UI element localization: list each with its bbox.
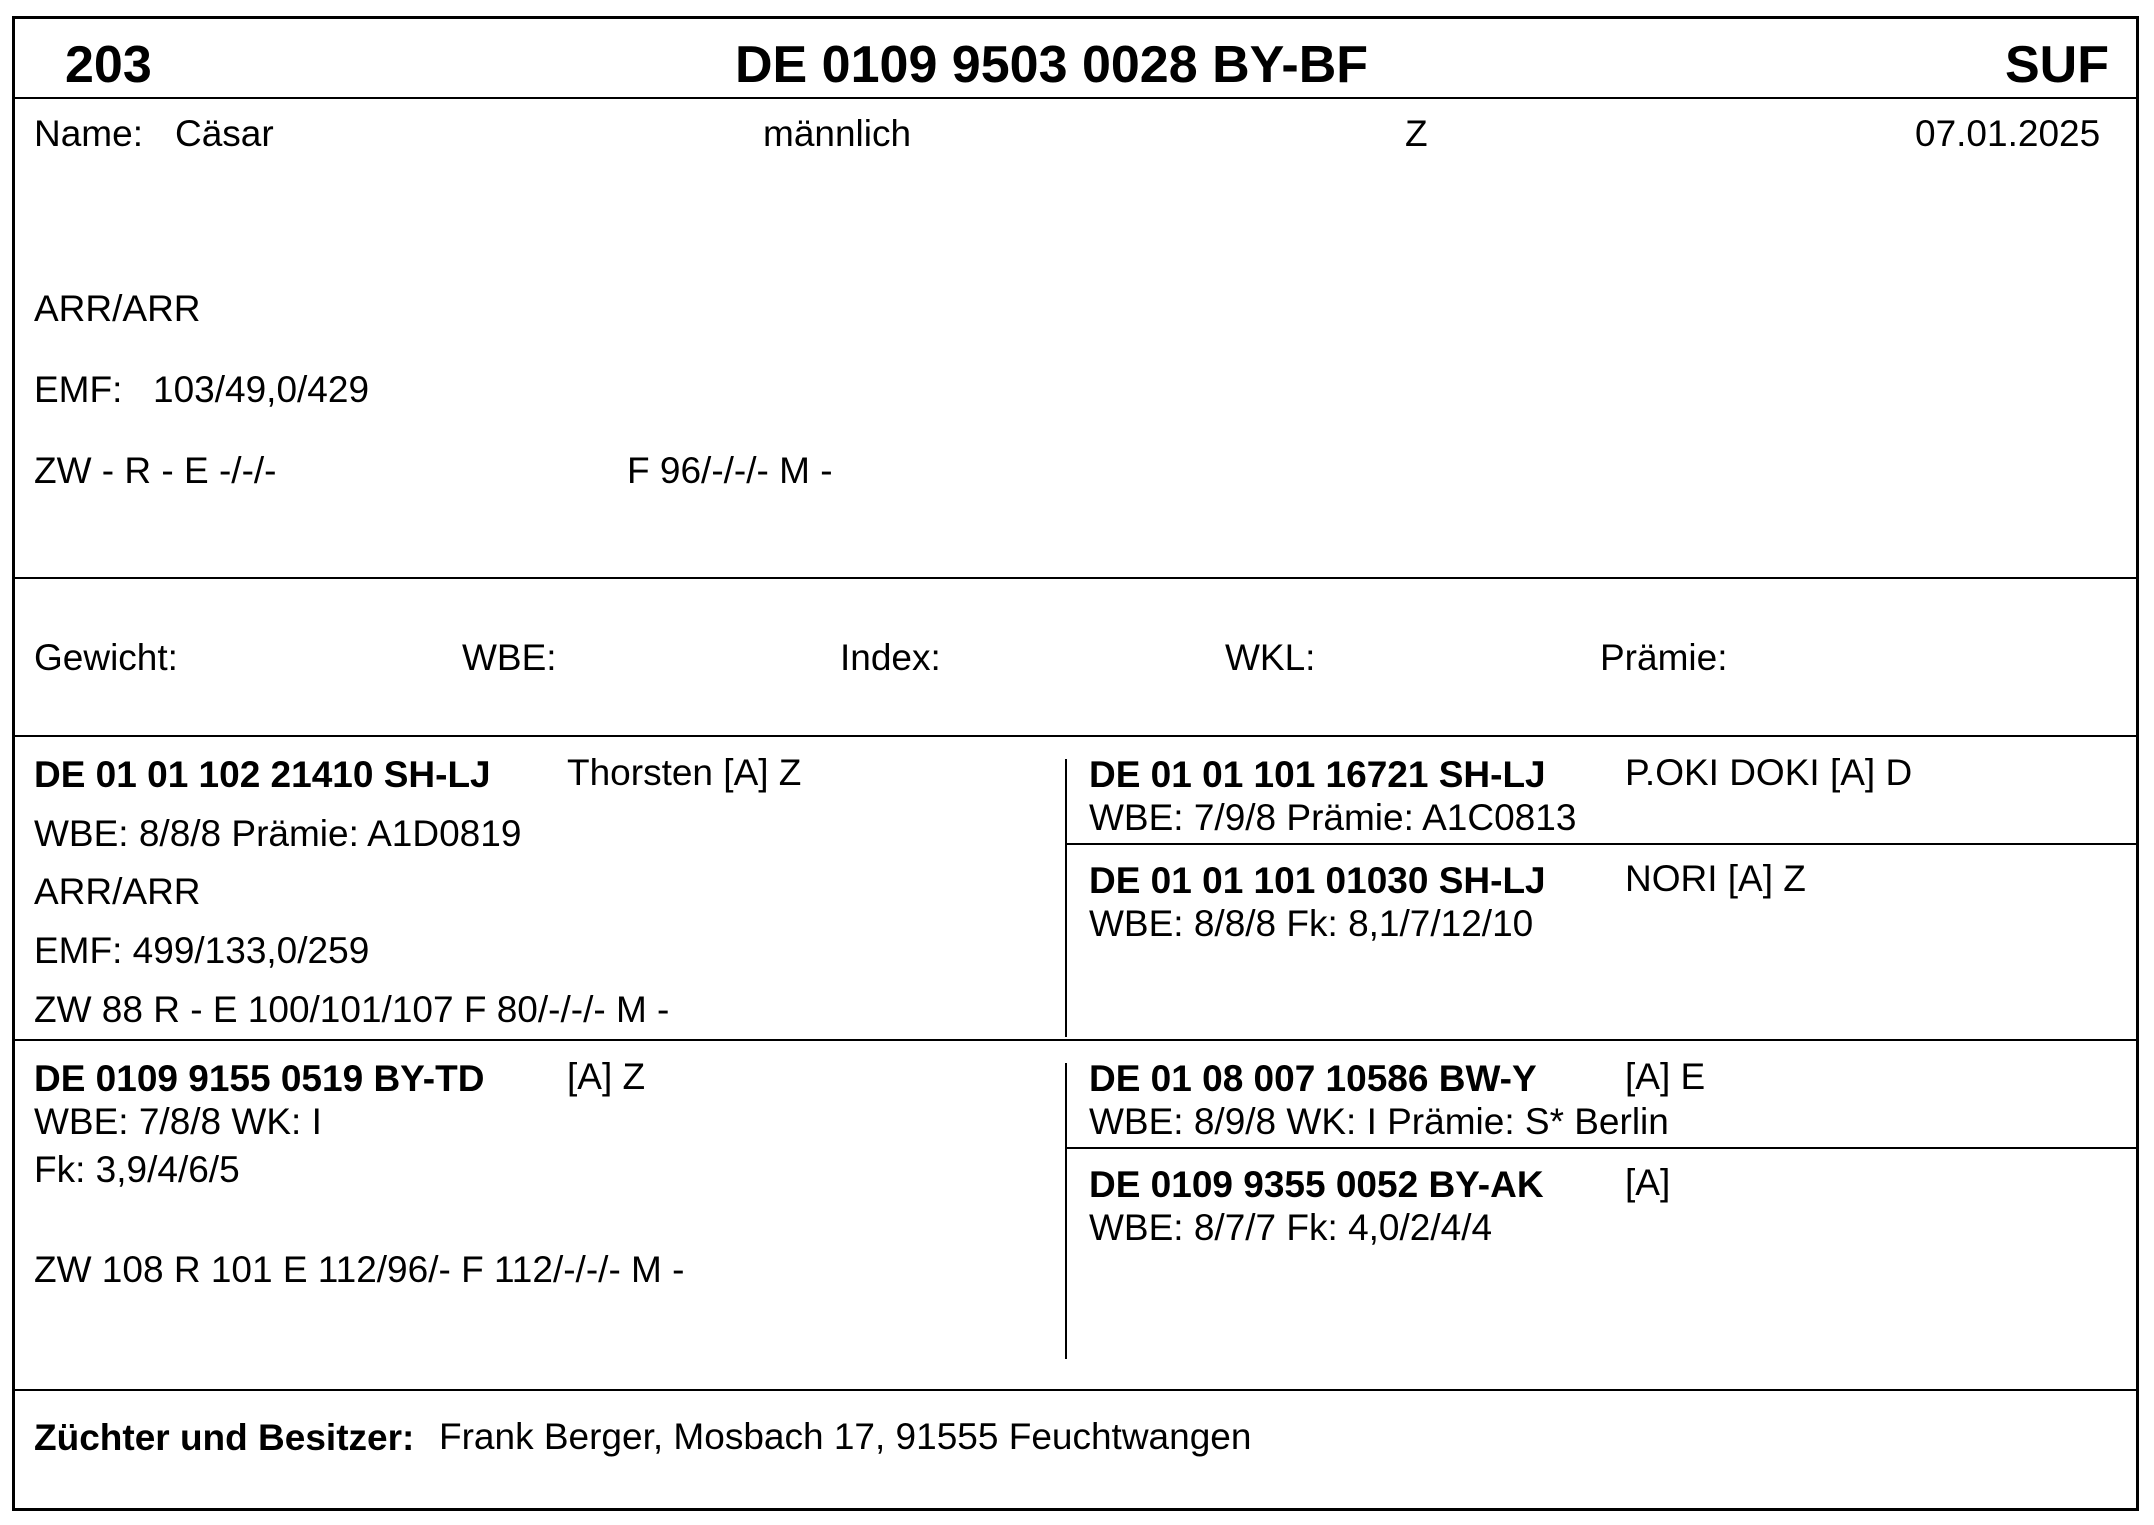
- dam-dam-name: [A]: [1625, 1162, 1671, 1203]
- animal-emf: 103/49,0/429: [153, 369, 370, 410]
- name-label: Name:: [34, 113, 143, 154]
- dam-name: [A] Z: [567, 1056, 646, 1097]
- animal-zw: ZW - R - E -/-/-: [34, 450, 277, 491]
- dam-zw: ZW 108 R 101 E 112/96/- F 112/-/-/- M -: [34, 1249, 685, 1290]
- animal-id: DE 0109 9503 0028 BY-BF: [735, 36, 1369, 94]
- gewicht-label: Gewicht:: [34, 637, 178, 678]
- breeder-label: Züchter und Besitzer:: [34, 1417, 415, 1458]
- animal-f-m: F 96/-/-/- M -: [627, 450, 833, 491]
- sire-sire-wbe: WBE: 7/9/8 Prämie: A1C0813: [1089, 797, 1577, 838]
- sire-emf: EMF: 499/133,0/259: [34, 930, 370, 971]
- animal-sex: männlich: [763, 113, 912, 154]
- sire-zw: ZW 88 R - E 100/101/107 F 80/-/-/- M -: [34, 989, 670, 1030]
- divider: [15, 1389, 2136, 1391]
- divider: [15, 577, 2136, 579]
- column-divider: [1065, 1063, 1067, 1359]
- animal-date: 07.01.2025: [1915, 113, 2101, 154]
- sire-wbe: WBE: 8/8/8 Prämie: A1D0819: [34, 813, 522, 854]
- divider: [15, 735, 2136, 737]
- column-divider: [1065, 759, 1067, 1037]
- divider: [1067, 843, 2136, 845]
- dam-dam-wbe: WBE: 8/7/7 Fk: 4,0/2/4/4: [1089, 1207, 1493, 1248]
- breeder-value: Frank Berger, Mosbach 17, 91555 Feuchtwangen: [439, 1416, 1252, 1457]
- divider: [15, 1039, 2136, 1041]
- index-label: Index:: [840, 637, 941, 678]
- animal-genotype: ARR/ARR: [34, 288, 201, 329]
- dam-fk: Fk: 3,9/4/6/5: [34, 1149, 240, 1190]
- pedigree-card: [12, 16, 2139, 1511]
- sire-dam-id: DE 01 01 101 01030 SH-LJ: [1089, 860, 1546, 901]
- sire-dam-name: NORI [A] Z: [1625, 858, 1806, 899]
- wbe-label: WBE:: [462, 637, 557, 678]
- dam-dam-id: DE 0109 9355 0052 BY-AK: [1089, 1164, 1544, 1205]
- sire-sire-id: DE 01 01 101 16721 SH-LJ: [1089, 754, 1546, 795]
- emf-label: EMF:: [34, 369, 123, 410]
- sire-name: Thorsten [A] Z: [567, 752, 802, 793]
- dam-sire-name: [A] E: [1625, 1056, 1706, 1097]
- sire-dam-wbe: WBE: 8/8/8 Fk: 8,1/7/12/10: [1089, 903, 1534, 944]
- sire-id: DE 01 01 102 21410 SH-LJ: [34, 754, 491, 795]
- dam-wbe: WBE: 7/8/8 WK: I: [34, 1101, 322, 1142]
- sire-genotype: ARR/ARR: [34, 871, 201, 912]
- dam-sire-id: DE 01 08 007 10586 BW-Y: [1089, 1058, 1537, 1099]
- praemie-label: Prämie:: [1600, 637, 1728, 678]
- catalog-number: 203: [65, 36, 152, 94]
- dam-sire-wbe: WBE: 8/9/8 WK: I Prämie: S* Berlin: [1089, 1101, 1669, 1142]
- animal-code: Z: [1405, 113, 1428, 154]
- sire-sire-name: P.OKI DOKI [A] D: [1625, 752, 1913, 793]
- wkl-label: WKL:: [1225, 637, 1316, 678]
- animal-name: Cäsar: [175, 113, 274, 154]
- breed-code: SUF: [2005, 36, 2109, 94]
- divider: [1067, 1147, 2136, 1149]
- dam-id: DE 0109 9155 0519 BY-TD: [34, 1058, 485, 1099]
- divider: [15, 97, 2136, 99]
